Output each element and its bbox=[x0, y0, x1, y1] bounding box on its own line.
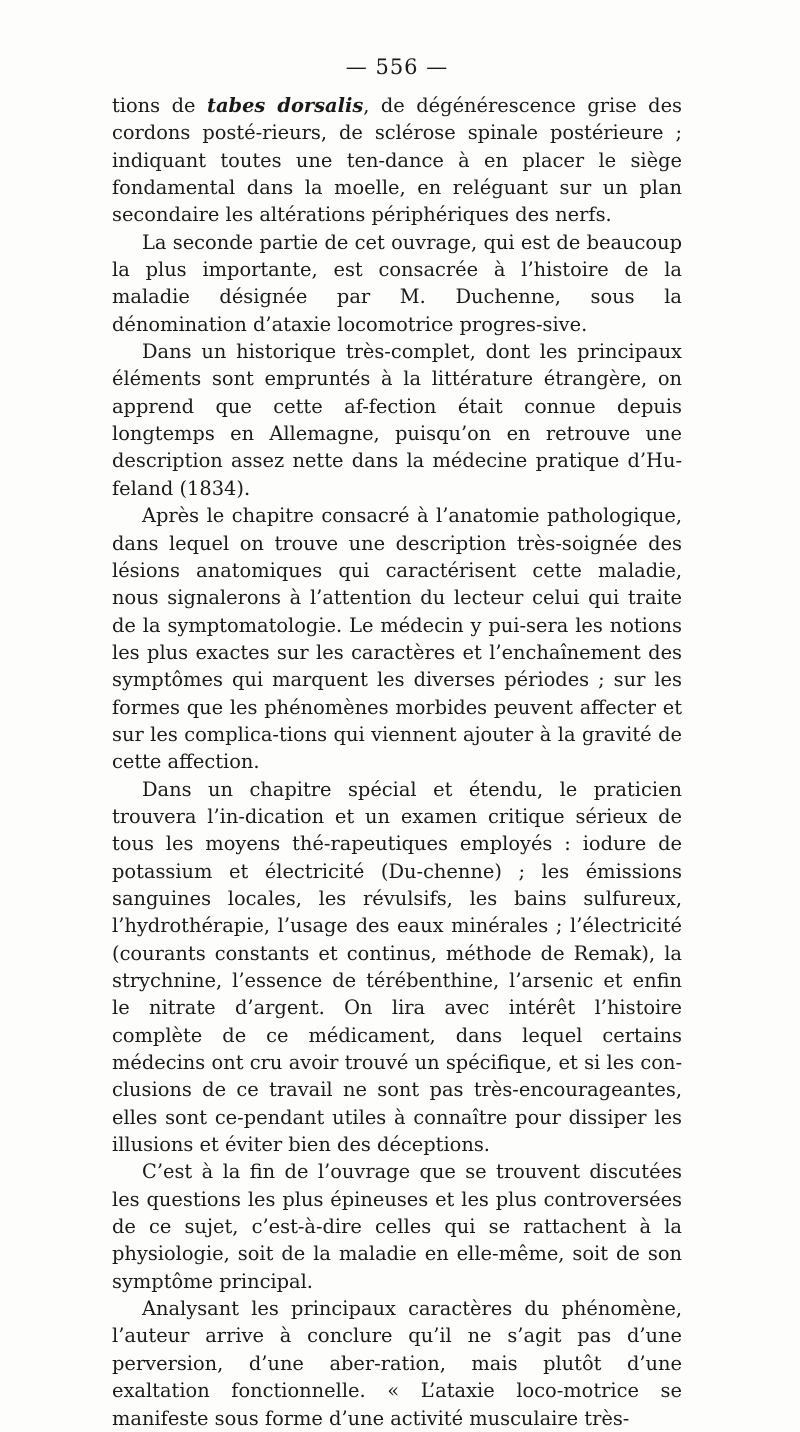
text-run: C’est à la fin de l’ouvrage que se trouvent discutées les questions les plus épineuses et les plus controversées de ce sujet, c’est-à-dire celles qui se rattachent à la physiologie, soit de la maladie en elle-même, soit de son symptôme principal. bbox=[112, 1160, 682, 1293]
paragraph bbox=[112, 1158, 682, 1295]
text-run: Dans un chapitre spécial et étendu, le praticien trouvera l’in-dication et un examen critique sérieux de tous les moyens thé-rapeutiques employés : iodure de potassium et électricité (Du-chenne) ; les émissions sanguines locales, les révulsifs, les bains sulfureux, l’hydrothérapie, l’usage des eaux minérales ; l’électricité (courants constants et continus, méthode de Remak), la strychnine, l’essence de térébenthine, l’arsenic et enfin le nitrate d’argent. On lira avec intérêt l’histoire complète de ce médicament, dans lequel certains médecins ont cru avoir trouvé un spécifique, et si les con-clusions de ce travail ne sont pas très-encourageantes, elles sont ce-pendant utiles à connaître pour dissiper les illusions et éviter bien des déceptions. bbox=[112, 777, 682, 1157]
document-page bbox=[112, 52, 682, 1432]
text-run: Après le chapitre consacré à l’anatomie pathologique, dans lequel on trouve une description très-soignée des lésions anatomiques qui caractérisent cette maladie, nous signalerons à l’attention du lecteur celui qui traite de la symptomatologie. Le médecin y pui-sera les notions les plus exactes sur les caractères et l’enchaînement des symptômes qui marquent les diverses périodes ; sur les formes que les phénomènes morbides peuvent affecter et sur les complica-tions qui viennent ajouter à la gravité de cette affection. bbox=[112, 504, 682, 774]
text-run: , de dégénérescence grise des cordons posté-rieurs, de sclérose spinale postérieure ; indiquant toutes une ten-dance à en placer le siège fondamental dans la moelle, en reléguant sur un plan secondaire les altérations périphériques des nerfs. bbox=[112, 94, 682, 227]
text-run-italic: tabes dorsalis bbox=[206, 94, 364, 117]
paragraph bbox=[112, 92, 682, 229]
paragraph bbox=[112, 502, 682, 775]
paragraph bbox=[112, 229, 682, 338]
page-number: — 556 — bbox=[345, 55, 449, 79]
text-run: tions de bbox=[112, 94, 207, 117]
text-run: Analysant les principaux caractères du phénomène, l’auteur arrive à conclure qu’il ne s’agit pas d’une perversion, d’une aber-ration, mais plutôt d’une exaltation fonctionnelle. « L’ataxie loco-motrice se manifeste sous forme d’une activité musculaire très- bbox=[112, 1297, 682, 1430]
text-run: La seconde partie de cet ouvrage, qui est de beaucoup la plus importante, est consacrée à l’histoire de la maladie désignée par M. Duchenne, sous la dénomination d’ataxie locomotrice progres-sive. bbox=[112, 230, 682, 336]
body-text bbox=[112, 92, 682, 1432]
paragraph bbox=[112, 776, 682, 1159]
paragraph bbox=[112, 338, 682, 502]
paragraph bbox=[112, 1295, 682, 1432]
text-run: Dans un historique très-complet, dont les principaux éléments sont empruntés à la littérature étrangère, on apprend que cette af-fection était connue depuis longtemps en Allemagne, puisqu’on en retrouve une description assez nette dans la médecine pratique d’Hu-feland (1834). bbox=[112, 340, 682, 500]
